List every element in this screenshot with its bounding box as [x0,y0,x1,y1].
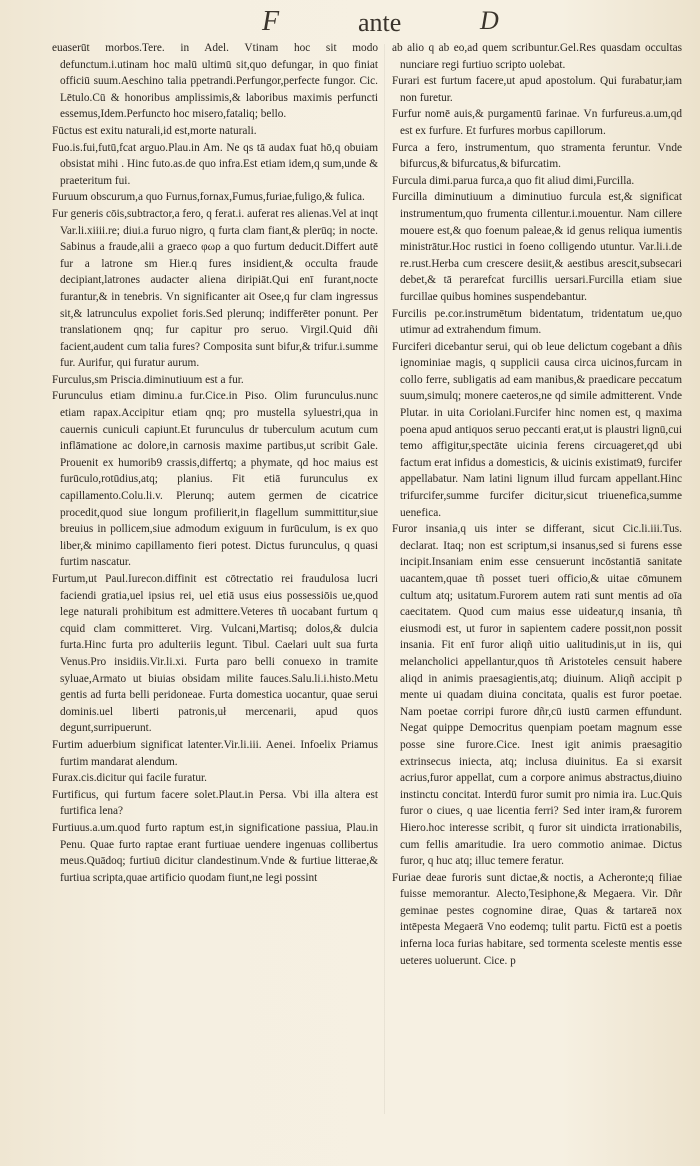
entry: Furuum obscurum,a quo Furnus,fornax,Fumus,furiae,fuligo,& fulica. [52,191,365,204]
left-column [52,40,378,886]
entry: Furcula dimi.parua furca,a quo fit aliud dimi,Furcilla. [392,174,635,187]
entry: Furunculus etiam diminu.a fur.Cice.in Piso. Olim furunculus.nunc etiam rapax.Accipitur etiam qnq; pro mustella syluestri,qua in cauernis cuniculi capiunt.Et furunculus dr tuberculum acutum cum inflāmatione ac dolore,in carnosis maxime partibus,ut scribit Gale. Prouenit ex humorib9 crassis,differtq; a phymate, qd hoc maius est furūculo,rotūdius,atq; planius. Fit etiā furunculus ex capillamento.Colu.li.v. Plerunq; autem germen de cicatrice procedit,quod siue longum profilierit,in flagellum summittitur,siue breuius in pollicem,siue admodum exiguum in furūculum, is ex quo liber,& minimo capillamento fieri potest. Dictus furunculus, q quasi furtim nascatur. [52,390,378,569]
entry: ab alio q ab eo,ad quem scribuntur.Gel.Res quasdam occultas nunciare regi furtiuo scripto uolebat. [392,42,682,71]
entry: Furcilis pe.cor.instrumētum bidentatum, tridentatum ue,quo utimur ad extrahendum fimum. [392,307,682,337]
entry: Furciferi dicebantur serui, qui ob leue delictum cogebant a dñis ignominiae magis, q supplicii causa circa uicinos,furcam in collo ferre, subligatis ad eam manibus,& praedicare peccatum suum,simulq; monere caeteros,ne qd simile admitterent. Vnde Plutar. in uita Coriolani.Furcifer hinc nomen est, q maxima poena apud antiquos seruo peccanti erat,ut is plaustri lignū,cui temo affigitur,spectāte uicinia ferens circuageret,qd ubi factum erat infidus a domesticis, & uicinis existimat9, furcifer appellabatur. Nam latini lignum illud furcam appellant.Hinc trifurcifer,summe furcifer dicitur,sicut triuenefica,summe uenefica. [392,340,682,519]
entry: Furor insania,q uis inter se differant, sicut Cic.li.iii.Tus. declarat. Itaq; non est scriptum,si insanus,sed si furens esse incipit.Insaniam enim esse censuerunt incōstantiā sanitate uacantem,quae tñ posset tueri officio,& uitae cōmunem cultum atq; usitatum.Furorem autem rati sunt mentis ad oīa caecitatem. Quod cum maius esse uideatur,q insania, tñ eiusmodi est, ut furor in sapientem cadere possit,non possit insania. Fit enī furor aliqñ uitio ualitudinis,ut in iis, qui melancholici appellantur,quos tñ Aristoteles censuit habere aliqd in animis praesagientis,atq; diuinum. Aliqñ accipit p mente ui quadam diuina concitata, qualis est furor poetae. Nam poetae corripi furore dñr,cū iustū carmen effundunt. Negat quippe Democritus quenpiam poetam magnum esse posse sine furore.Cice. Inest igit animis praesagitio extrinsecus iniecta, atq; inclusa diuinitus. Ea si exarsit acrius,furor appellat, cum a corpore animus abstractus,diuino instinctu concitat. Interdū furor sumit pro nimia ira. Luc.Quis furor o ciues, q uae licentia ferri? Sed inter iram,& furorem Hiero.hoc interesse scribit, q furor sit uindicta irrationabilis, cum fellis amaritudie. Ira uero commotio animae. Dictus furor, q huc atq; illuc temere feratur. [392,523,682,868]
column-divider [384,44,385,1114]
right-column [392,40,682,969]
entry: Furari est furtum facere,ut apud apostolum. Qui furabatur,iam non furetur. [392,75,682,104]
entry: Fur generis cōis,subtractor,a fero, q ferat.i. auferat res alienas.Vel at inqt Var.li.xiiii.re; diui.a furuo nigro, q furta clam fiant,& plerūq; in nocte. Sabinus a fraude,alii a graeco φωρ a quo furtum deducit.Differt autē fur a latrone sm Hier.q fures insidient,& occulta fraude decipiant,latrones audacter aliena diripiāt.Qui enī furant,nocte furantur,& in tenebris. Vn significanter ait Osee,q fur clam ingressus sit,& latrunculus expoliet foris.Sed plerunq; indifferēter ponunt. Per translationem qnq; fur capitur pro seruo. Virgil.Quid dñi facient,audent cum talia fures? Composita sunt bifur,& trifur.i.summe fur. Aurifur, qui furatur aurum. [52,207,378,370]
header-catchword: ante [358,8,402,37]
header-letter-right: D [480,6,499,35]
entry: Fūctus est exitu naturali,id est,morte naturali. [52,124,257,137]
entry: Furiae deae furoris sunt dictae,& noctis, a Acheronte;q filiae fuisse memorantur. Alecto,Tesiphone,& Megaera. Vir. Dñr geminae pestes cognomine dirae, Quas & tartareā nox intēpesta Megaerā Vno eodemq; tulit partu. Fictū est a poetis inferna loca furias habitare, sed tormenta sceleste mentis esse ueteres uoluerunt. Cice. p [392,871,682,967]
header-letter: F [262,6,280,37]
page-header [0,6,700,36]
entry: Furax.cis.dicitur qui facile furatur. [52,772,207,785]
entry: Furtiuus.a.um.quod furto raptum est,in significatione passiua, Plau.in Penu. Quae furto raptae erant furtiuae uendere ingenuas collibertus meus.Quādoq; furtiuū dicitur clandestinum.Vnde & furtiue litterae,& furtiua scripta,quae artificio quodam fiunt,ne legi possint [52,821,378,884]
entry: Furtim aduerbium significat latenter.Vir.li.iii. Aenei. Infoelix Priamus furtim mandarat alendum. [52,738,378,768]
entry: Furtum,ut Paul.Iurecon.diffinit est cōtrectatio rei fraudulosa lucri faciendi gratia,uel ipsius rei, uel etiā usus eius possessiōis ue,quod lege naturali prohibitum est admittere.Veteres tñ uocabant furtum q cquid clam committeret. Virg. Vulcani,Martisq; dolos,& dulcia furta.Hinc furta pro adulteriis legunt. Tibul. Caelari uult sua furta Venus.Pro insidiis.Vir.li.xi. Furta paro belli conuexo in tramite syluae,Armato ut biuias obsidam milite fauces.Salu.li.i.histo.Metu gentis ad furta belli peridoneae. Furta domestica uocantur, quae serui dominis.uel liberti patronis,uł mercenarii, apud quos degunt,surripuerunt. [52,573,378,735]
entry: Furculus,sm Priscia.diminutiuum est a fur. [52,373,244,386]
entry: Fuo.is.fui,futū,fcat arguo.Plau.in Am. Ne qs tā audax fuat hō,q obuiam obsistat mihi . Hinc futo.as.de quo infra.Est etiam idem,q sum,unde & praeteritum fui. [52,141,378,187]
entry: Furcilla diminutiuum a diminutiuo furcula est,& significat instrumentum,quo frumenta cillentur.i.mouentur. Nam cillere mouere est,& quo foenum paleae,& id genus reliqua iumentis ministrātur.Hoc rustici in foeno colligendo utuntur. Var.li.i.de re.rust.Herba cum crescere desiit,& aestibus arescit,subsecari debet,& tā perarefcat furcillis uersari.Furcilla etiam siue furcillae quibus homines suspendebantur. [392,191,682,303]
entry: euaserūt morbos.Tere. in Adel. Vtinam hoc sit modo defunctum.i.utinam hoc malū ultimū sit,quo defungar, in quo finiat officiū suum.Aeschino talia ppetrandi.Perfungor,perfecte fungor. Cic. Lētulo.Cū & honoribus amplissimis,& laboribus maximis perfuncti essemus,Idem.Perfuncto hoc misero,fataliq; bello. [52,42,378,121]
entry: Furca a fero, instrumentum, quo stramenta feruntur. Vnde bifurcus,& bifurcatus,& bifurcatim. [392,141,682,171]
entry: Furtificus, qui furtum facere solet.Plaut.in Persa. Vbi illa altera est furtifica lena? [52,788,378,818]
entry: Furfur nomē auis,& purgamentū farinae. Vn furfureus.a.um,qd est ex furfure. Et furfures morbus capillorum. [392,108,682,137]
